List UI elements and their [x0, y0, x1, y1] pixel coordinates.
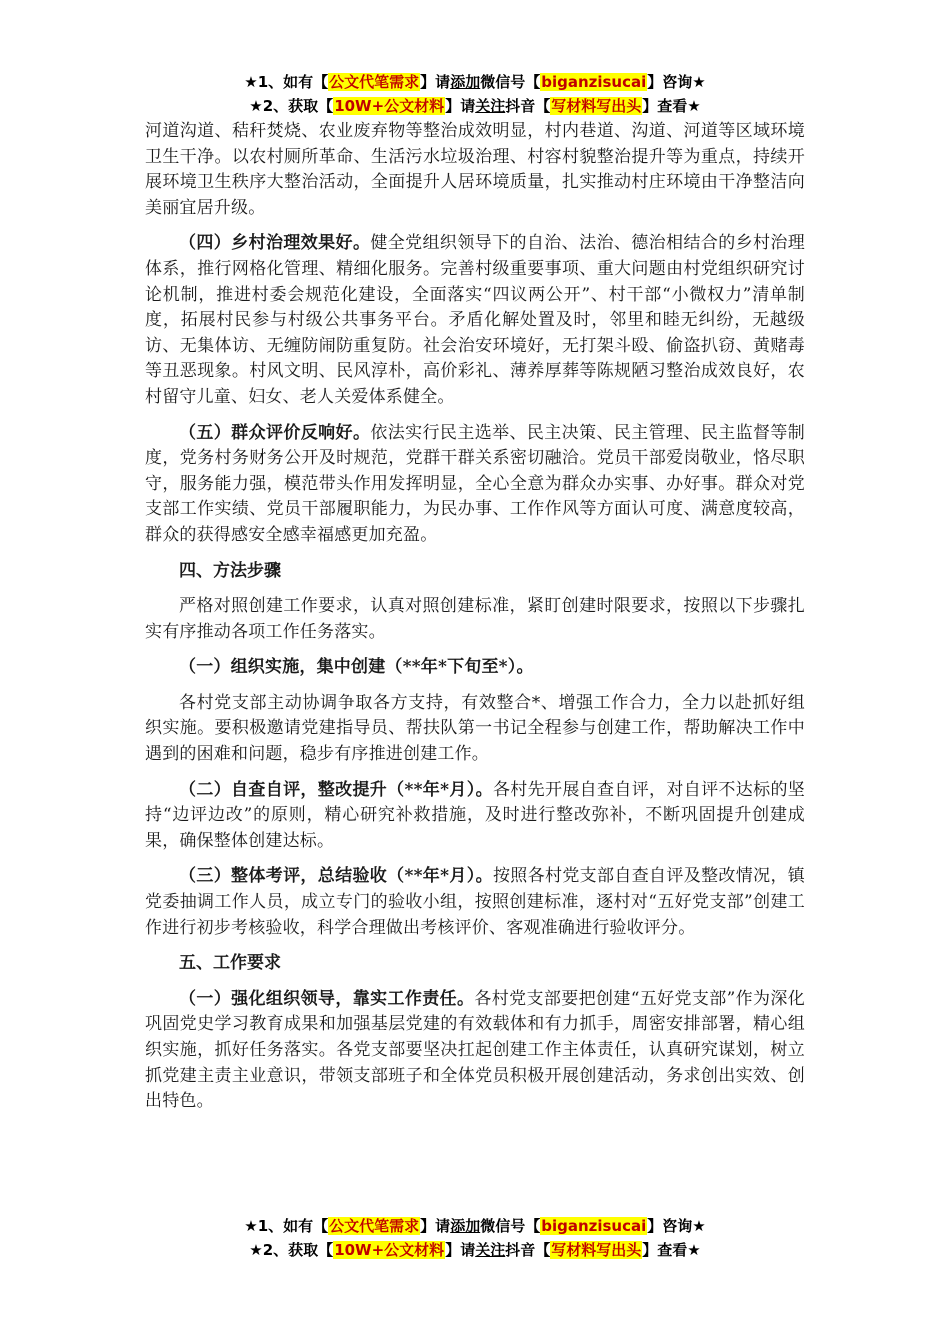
paragraph-title: （五）群众评价反响好。 — [179, 422, 371, 443]
paragraph-step-one-body: 各村党支部主动协调争取各方支持，有效整合*、增强工作合力，全力以赴抓好组织实施。要积极邀请党建指导员、帮扶队第一书记全程参与创建工作，帮助解决工作中遇到的困难和问题，稳步有序推进创建工作。 — [145, 692, 805, 765]
section-heading-methods: 四、方法步骤 — [179, 560, 281, 581]
paragraph-text: 各村党支部要把创建“五好党支部”作为深化巩固党史学习教育成果和加强基层党建的有效载体和有力抓手，周密安排部署，精心组织实施，抓好任务落实。各党支部要坚决扛起创建工作主体责任，认真研究谋划，树立抓党建主责主业意识，带领支部班子和全体党员积极开展创建活动，务求创出实效、创出特色。 — [145, 988, 805, 1112]
promo-underline: 关注 — [475, 97, 506, 115]
paragraph-title: （三）整体考评，总结验收（**年*月）。 — [179, 866, 493, 887]
promo-text: 】查看★ — [642, 1241, 701, 1259]
promo-text: ★2、获取【 — [249, 1241, 334, 1259]
paragraph-methods-intro: 严格对照创建工作要求，认真对照创建标准，紧盯创建时限要求，按照以下步骤扎实有序推动各项工作任务落实。 — [145, 596, 805, 642]
document-body — [145, 119, 805, 1125]
promo-text: ★1、如有【 — [244, 73, 329, 91]
promo-highlight: 公文代笔需求 — [329, 73, 420, 91]
paragraph-environment: 河道沟道、秸秆焚烧、农业废弃物等整治成效明显，村内巷道、沟道、河道等区域环境卫生干净。以农村厕所革命、生活污水垃圾治理、村容村貌整治提升等为重点，持续开展环境卫生秩序大整治活动，全面提升人居环境质量，扎实推动村庄环境由干净整洁向美丽宜居升级。 — [145, 121, 805, 218]
paragraph-text: 依法实行民主选举、民主决策、民主管理、民主监督等制度，党务村务财务公开及时规范，党群干群关系密切融洽。党员干部爱岗敬业，恪尽职守，服务能力强，模范带头作用发挥明显，全心全意为群众办实事、办好事。群众对党支部工作实绩、党员干部履职能力，为民办事、工作作风等方面认可度、满意度较高，群众的获得感安全感幸福感更加充盈。 — [145, 422, 806, 545]
paragraph-requirement-one — [145, 987, 805, 1115]
promo-text: 】咨询★ — [647, 1217, 706, 1235]
promo-highlight: 10W+公文材料 — [334, 1241, 445, 1259]
promo-text: 】请 — [445, 1241, 476, 1259]
promo-text: 】查看★ — [642, 97, 701, 115]
promo-text: 】咨询★ — [647, 73, 706, 91]
promo-highlight: 写材料写出头 — [551, 97, 642, 115]
paragraph-rural-governance — [145, 231, 805, 410]
promo-text: 微信号【 — [480, 73, 541, 91]
promo-text: 抖音【 — [505, 1241, 551, 1259]
top-promo-banner — [0, 70, 950, 118]
paragraph-text: 健全党组织领导下的自治、法治、德治相结合的乡村治理体系，推行网格化管理、精细化服务。完善村级重要事项、重大问题由村党组织研究讨论机制，推进村委会规范化建设，全面落实“四议两公开”、村干部“小微权力”清单制度，拓展村民参与村级公共事务平台。矛盾化解处置及时，邻里和睦无纠纷，无越级访、无集体访、无缠防闹防重复防。社会治安环境好，无打架斗殴、偷盗扒窃、黄赌毒等丑恶现象。村风文明、民风淳朴，高价彩礼、薄养厚葬等陈规陋习整治成效良好，农村留守儿童、妇女、老人关爱体系健全。 — [145, 233, 806, 407]
promo-underline: 添加 — [450, 1217, 481, 1235]
paragraph-public-evaluation — [145, 421, 805, 549]
bottom-promo-banner — [0, 1214, 950, 1262]
promo-line-2 — [0, 94, 950, 118]
promo-highlight: biganzisucai — [541, 73, 647, 91]
promo-text: 】请 — [420, 73, 451, 91]
promo-text: 】请 — [445, 97, 476, 115]
paragraph-step-two — [145, 778, 805, 855]
promo-highlight: 公文代笔需求 — [329, 1217, 420, 1235]
promo-text: 抖音【 — [505, 97, 551, 115]
paragraph-title: （一）强化组织领导，靠实工作责任。 — [179, 988, 475, 1009]
paragraph-step-three — [145, 864, 805, 941]
promo-text: ★1、如有【 — [244, 1217, 329, 1235]
promo-highlight: biganzisucai — [541, 1217, 647, 1235]
promo-line-1 — [0, 1214, 950, 1238]
promo-text: 微信号【 — [480, 1217, 541, 1235]
paragraph-title: （四）乡村治理效果好。 — [179, 233, 371, 254]
promo-line-1 — [0, 70, 950, 94]
promo-underline: 关注 — [475, 1241, 506, 1259]
paragraph-step-one-title: （一）组织实施，集中创建（**年*下旬至*）。 — [179, 657, 534, 678]
promo-highlight: 写材料写出头 — [551, 1241, 642, 1259]
paragraph-text: 各村先开展自查自评，对自评不达标的坚持“边评边改”的原则，精心研究补救措施，及时进行整改弥补，不断巩固提升创建成果，确保整体创建达标。 — [145, 779, 806, 851]
promo-text: 】请 — [420, 1217, 451, 1235]
section-heading-requirements: 五、工作要求 — [179, 953, 281, 974]
paragraph-text: 按照各村党支部自查自评及整改情况，镇党委抽调工作人员，成立专门的验收小组，按照创建标准，逐村对“五好党支部”创建工作进行初步考核验收，科学合理做出考核评价、客观准确进行验收评分。 — [145, 866, 806, 938]
promo-underline: 添加 — [450, 73, 481, 91]
promo-line-2 — [0, 1238, 950, 1262]
promo-highlight: 10W+公文材料 — [334, 97, 445, 115]
promo-text: ★2、获取【 — [249, 97, 334, 115]
paragraph-title: （二）自查自评，整改提升（**年*月）。 — [179, 779, 493, 800]
